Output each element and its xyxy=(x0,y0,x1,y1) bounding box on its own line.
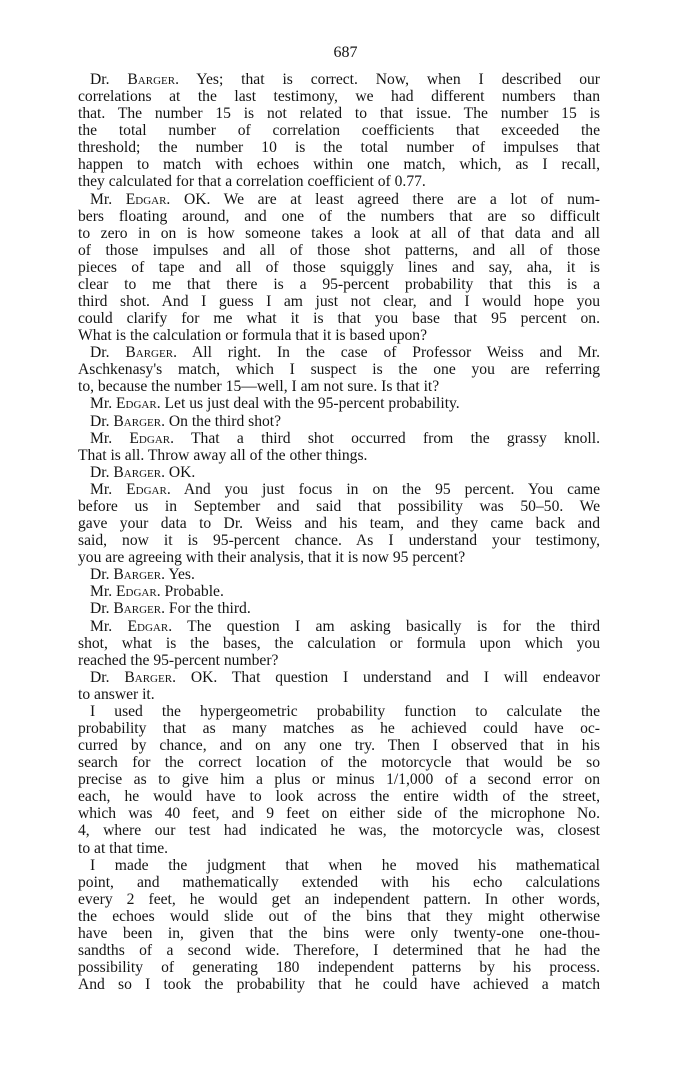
speaker-name: Edgar xyxy=(116,395,157,413)
line-text: What is the calculation or formula that it is based upon? xyxy=(78,327,428,345)
text-line xyxy=(78,498,600,515)
line-text: bers floating around, and one of the numbers that are so difficult xyxy=(78,207,600,225)
line-text: said, now it is 95-percent chance. As I understand your testimony, xyxy=(78,532,600,550)
text-line xyxy=(78,378,600,395)
line-text: threshold; the number 10 is the total number of impulses that xyxy=(78,139,600,157)
text-line xyxy=(78,532,600,549)
line-text: For the third. xyxy=(168,600,251,618)
text-line xyxy=(78,105,600,122)
line-text: And so I took the probability that he could have achieved a match xyxy=(78,976,600,994)
text-line xyxy=(78,652,600,669)
line-text: shot, what is the bases, the calculation or formula upon which you xyxy=(78,634,600,652)
line-text: could clarify for me what it is that you base that 95 percent on. xyxy=(78,310,600,328)
text-line xyxy=(78,293,600,310)
line-text: probability that as many matches as he achieved could have oc- xyxy=(78,719,600,737)
line-text: On the third shot? xyxy=(168,412,282,430)
line-text: gave your data to Dr. Weiss and his team, and they came back and xyxy=(78,515,600,533)
line-text: to zero in on is how someone takes a look at all of that data and all xyxy=(78,224,600,242)
transcript-paragraph xyxy=(78,395,600,412)
line-text: The question I am asking basically is for the third xyxy=(187,617,601,635)
line-text: the total number of correlation coefficients that exceeded the xyxy=(78,122,600,140)
text-line: Mr. Edgar. And you just focus in on the 95 percent. You came xyxy=(90,480,601,498)
speaker-title: Mr. xyxy=(90,190,113,208)
line-text: I made the judgment that when he moved his mathematical xyxy=(90,856,600,874)
transcript-body xyxy=(78,71,600,993)
line-text: Aschkenasy's match, which I suspect is the one you are referring xyxy=(78,361,600,379)
text-line xyxy=(78,88,600,105)
line-text: the echoes would slide out of the bins that they might otherwise xyxy=(78,907,600,925)
speaker-title: Dr. xyxy=(90,600,110,618)
text-line xyxy=(78,635,600,652)
transcript-paragraph xyxy=(78,600,600,617)
text-line xyxy=(78,822,600,839)
speaker-name: Edgar xyxy=(129,429,171,447)
speaker-name: Edgar xyxy=(126,480,167,498)
text-line xyxy=(78,959,600,976)
speaker-name: Barger xyxy=(113,463,162,481)
text-line xyxy=(78,515,600,532)
text-line: Dr. Barger. OK. That question I understand and I will endeavor xyxy=(90,668,601,686)
text-line xyxy=(78,754,600,771)
line-text: happen to match with echoes within one match, which, as I recall, xyxy=(78,156,600,174)
text-line xyxy=(78,840,600,857)
speaker-name: Edgar xyxy=(116,583,157,601)
text-line xyxy=(78,942,600,959)
text-line: Mr. Edgar. Let us just deal with the 95-percent probability. xyxy=(90,395,460,413)
line-text: OK. We are at least agreed there are a lot of num- xyxy=(183,190,601,208)
text-line xyxy=(78,139,600,156)
speaker-title: Mr. xyxy=(90,480,113,498)
line-text: have been in, given that the bins were only twenty-one one-thou- xyxy=(78,924,600,942)
speaker-name: Edgar xyxy=(127,617,169,635)
text-line xyxy=(78,310,600,327)
text-line xyxy=(78,225,600,242)
text-line xyxy=(78,361,600,378)
text-line: Dr. Barger. Yes; that is correct. Now, when I described our xyxy=(90,71,600,88)
speaker-title: Dr. xyxy=(90,668,110,686)
line-text: I used the hypergeometric probability function to calculate the xyxy=(90,702,600,720)
text-line xyxy=(78,874,600,891)
text-line: Dr. Barger. On the third shot? xyxy=(90,412,282,430)
line-text: which was 40 feet, and 9 feet on either side of the microphone No. xyxy=(78,805,600,823)
line-text: they calculated for that a correlation coefficient of 0.77. xyxy=(78,173,426,191)
line-text: OK. xyxy=(168,463,196,481)
speaker-name: Barger xyxy=(127,71,176,88)
line-text: That a third shot occurred from the grassy knoll. xyxy=(191,429,601,447)
line-text: each, he would have to look across the entire width of the street, xyxy=(78,788,600,806)
text-line: Mr. Edgar. OK. We are at least agreed there are a lot of num- xyxy=(90,190,601,208)
transcript-paragraph xyxy=(78,464,600,481)
text-line xyxy=(78,771,600,788)
line-text: Yes; that is correct. Now, when I described our xyxy=(196,71,600,88)
line-text: Let us just deal with the 95-percent probability. xyxy=(164,395,460,413)
line-text: you are agreeing with their analysis, that it is now 95 percent? xyxy=(78,549,466,567)
text-line xyxy=(78,242,600,259)
line-text: precise as to give him a plus or minus 1/1,000 of a second error on xyxy=(78,771,600,789)
transcript-paragraph xyxy=(78,618,600,669)
speaker-title: Mr. xyxy=(90,617,113,635)
transcript-paragraph xyxy=(78,703,600,857)
line-text: reached the 95-percent number? xyxy=(78,651,279,669)
text-line xyxy=(78,908,600,925)
transcript-paragraph xyxy=(78,71,600,191)
text-line: Dr. Barger. Yes. xyxy=(90,566,195,584)
text-line: Dr. Barger. OK. xyxy=(90,463,196,481)
text-line xyxy=(78,208,600,225)
transcript-paragraph xyxy=(78,481,600,566)
line-text: before us in September and said that possibility was 50–50. We xyxy=(78,497,600,515)
line-text: And you just focus in on the 95 percent. You came xyxy=(183,480,601,498)
line-text: Probable. xyxy=(164,583,224,601)
line-text: curred by chance, and on any one try. Then I observed that in his xyxy=(78,737,600,755)
speaker-name: Edgar xyxy=(125,190,167,208)
transcript-paragraph xyxy=(78,857,600,994)
line-text: That is all. Throw away all of the other things. xyxy=(78,446,368,464)
speaker-title: Mr. xyxy=(90,395,113,413)
text-line xyxy=(78,805,600,822)
text-line xyxy=(78,737,600,754)
text-line xyxy=(78,720,600,737)
line-text: OK. That question I understand and I will endeavor xyxy=(190,668,601,686)
transcript-paragraph xyxy=(78,583,600,600)
text-line xyxy=(78,976,600,993)
line-text: point, and mathematically extended with his echo calculations xyxy=(78,873,600,891)
transcript-paragraph xyxy=(78,191,600,345)
line-text: to, because the number 15—well, I am not sure. Is that it? xyxy=(78,378,440,396)
text-line: Mr. Edgar. That a third shot occurred from the grassy knoll. xyxy=(90,429,601,447)
line-text: All right. In the case of Professor Weiss and Mr. xyxy=(191,344,600,362)
text-line: Mr. Edgar. The question I am asking basically is for the third xyxy=(90,617,601,635)
text-line xyxy=(78,156,600,173)
text-line: Dr. Barger. All right. In the case of Professor Weiss and Mr. xyxy=(90,344,600,362)
text-line: Mr. Edgar. Probable. xyxy=(90,583,224,601)
text-line xyxy=(78,703,600,720)
page-number: 687 xyxy=(333,44,358,61)
line-text: third shot. And I guess I am just not clear, and I would hope you xyxy=(78,293,600,311)
transcript-paragraph xyxy=(78,413,600,430)
text-line xyxy=(78,857,600,874)
text-line xyxy=(78,259,600,276)
speaker-title: Dr. xyxy=(90,412,110,430)
text-line xyxy=(78,788,600,805)
line-text: possibility of generating 180 independent patterns by his process. xyxy=(78,959,600,977)
line-text: of those impulses and all of those shot patterns, and all of those xyxy=(78,241,600,259)
speaker-title: Mr. xyxy=(90,583,113,601)
speaker-name: Barger xyxy=(125,344,174,362)
transcript-paragraph xyxy=(78,669,600,703)
speaker-name: Barger xyxy=(113,412,162,430)
speaker-title: Dr. xyxy=(90,463,110,481)
speaker-name: Barger xyxy=(113,600,162,618)
text-line xyxy=(78,122,600,139)
line-text: correlations at the last testimony, we had different numbers than xyxy=(78,88,600,106)
line-text: Yes. xyxy=(168,566,195,584)
transcript-paragraph xyxy=(78,430,600,464)
text-line xyxy=(78,925,600,942)
line-text: 4, where our test had indicated he was, the motorcycle was, closest xyxy=(78,822,600,840)
speaker-title: Dr. xyxy=(90,566,110,584)
transcript-paragraph xyxy=(78,344,600,395)
line-text: sandths of a second wide. Therefore, I determined that he had the xyxy=(78,941,600,959)
speaker-title: Mr. xyxy=(90,429,113,447)
line-text: search for the correct location of the motorcycle that would be so xyxy=(78,754,600,772)
text-line xyxy=(78,447,600,464)
line-text: every 2 feet, he would get an independent pattern. In other words, xyxy=(78,890,600,908)
text-line xyxy=(78,327,600,344)
line-text: to at that time. xyxy=(78,839,169,857)
transcript-paragraph xyxy=(78,566,600,583)
text-line xyxy=(78,891,600,908)
speaker-name: Barger xyxy=(113,566,162,584)
text-line xyxy=(78,173,600,190)
speaker-title: Dr. xyxy=(90,344,110,362)
line-text: to answer it. xyxy=(78,685,155,703)
speaker-name: Barger xyxy=(124,668,173,686)
text-line xyxy=(78,686,600,703)
speaker-title: Dr. xyxy=(90,71,110,88)
line-text: pieces of tape and all of those squiggly lines and say, aha, it is xyxy=(78,258,600,276)
text-line: Dr. Barger. For the third. xyxy=(90,600,251,618)
line-text: that. The number 15 is not related to that issue. The number 15 is xyxy=(78,105,600,123)
line-text: clear to me that there is a 95-percent probability that this is a xyxy=(78,275,600,293)
text-line xyxy=(78,549,600,566)
text-line xyxy=(78,276,600,293)
